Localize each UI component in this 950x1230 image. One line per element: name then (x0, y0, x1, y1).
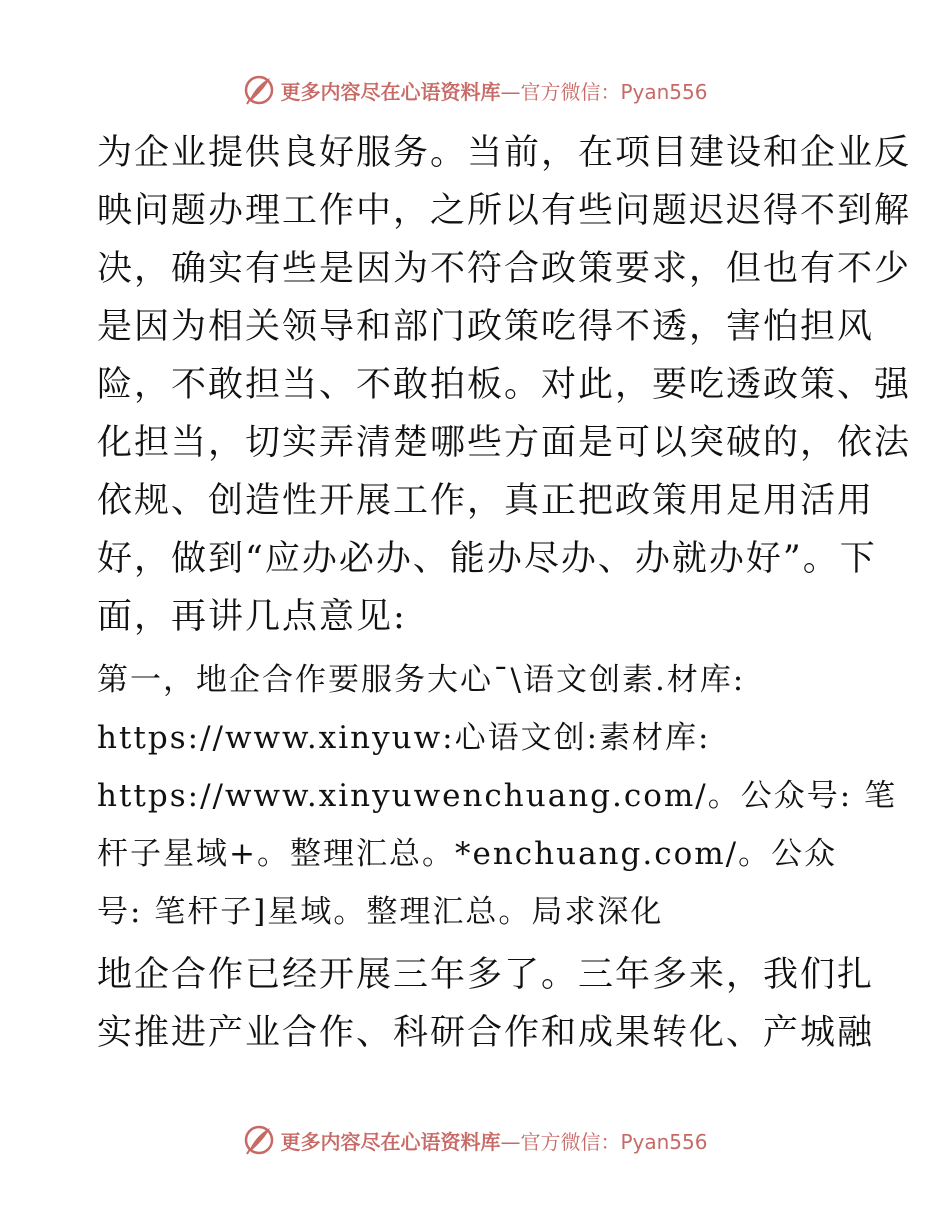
text-line: 决，确实有些是因为不符合政策要求，但也有不少 (97, 249, 912, 289)
footer-watermark-banner (0, 1120, 950, 1160)
text-line: https://www.xinyuwenchuang.com/。公众号: 笔 (97, 778, 898, 814)
text-line: https://www.xinyuw:心语文创:素材库: (97, 720, 711, 756)
text-line: 映问题办理工作中，之所以有些问题迟迟得不到解 (97, 191, 912, 231)
quill-pen-logo-icon (242, 1123, 276, 1157)
text-line: 险，不敢担当、不敢拍板。对此，要吃透政策、强 (97, 365, 912, 405)
text-line: 实推进产业合作、科研合作和成果转化、产城融 (97, 1013, 875, 1053)
paragraph-intro (97, 124, 912, 646)
text-line: 好，做到“应办必办、能办尽办、办就办好”。下 (97, 539, 877, 579)
watermark-main-text: 更多内容尽在心语资料库 (280, 1129, 501, 1154)
text-line: 化担当，切实弄清楚哪些方面是可以突破的，依法 (97, 423, 912, 463)
text-line: 地企合作已经开展三年多了。三年多来，我们扎 (97, 955, 875, 995)
text-line: 是因为相关领导和部门政策吃得不透，害怕担风 (97, 307, 875, 347)
paragraph-cooperation (97, 946, 875, 1062)
text-line: 第一，地企合作要服务大心¯\语文创素.材库: (97, 662, 746, 698)
quill-pen-logo-icon (242, 73, 276, 107)
watermark-main-text: 更多内容尽在心语资料库 (280, 79, 501, 104)
watermark-wechat-text: —官方微信：Pyan556 (500, 1129, 708, 1154)
text-line: 为企业提供良好服务。当前，在项目建设和企业反 (97, 133, 912, 173)
watermark-wechat-text: —官方微信：Pyan556 (500, 79, 708, 104)
text-line: 号: 笔杆子]星域。整理汇总。局求深化 (97, 894, 664, 930)
document-body (97, 124, 912, 1062)
header-watermark-banner (0, 70, 950, 110)
paragraph-section-one (97, 651, 898, 941)
text-line: 依规、创造性开展工作，真正把政策用足用活用 (97, 481, 875, 521)
text-line: 杆子星域+。整理汇总。*enchuang.com/。公众 (97, 836, 838, 872)
text-line: 面，再讲几点意见: (97, 597, 407, 637)
